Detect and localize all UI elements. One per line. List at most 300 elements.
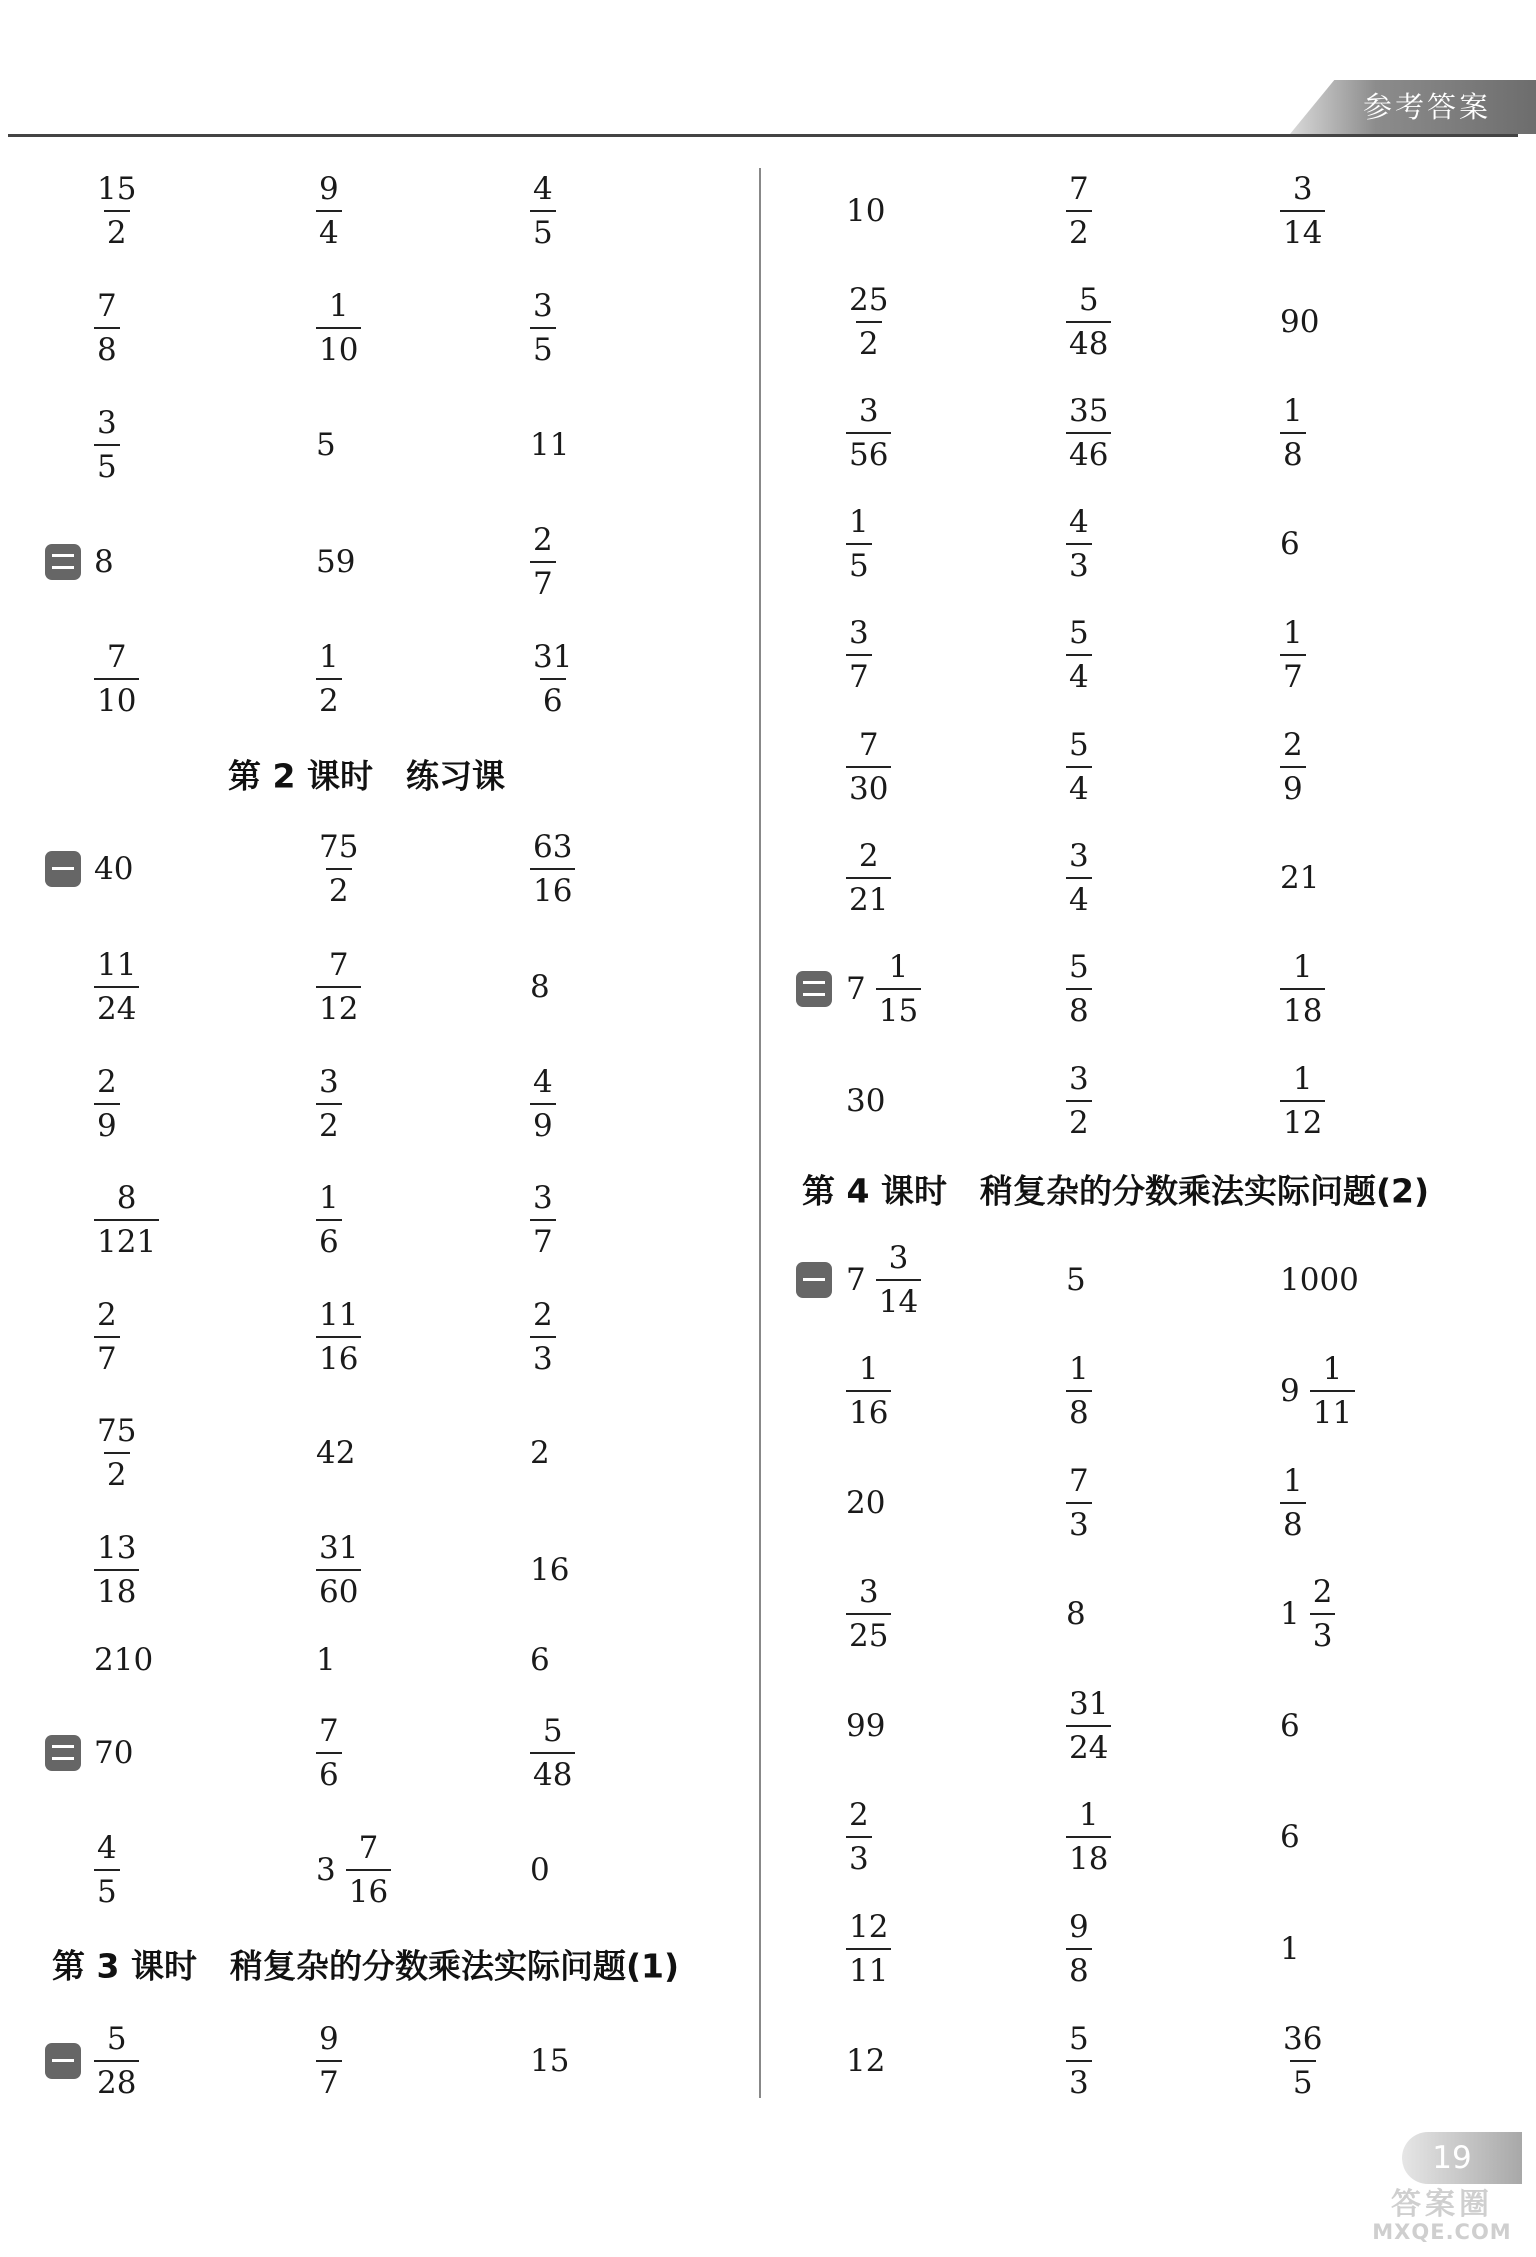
fraction xyxy=(1066,394,1111,472)
answer-cell xyxy=(94,2006,139,2116)
fraction xyxy=(94,1181,159,1259)
denominator: 8 xyxy=(1280,432,1306,472)
numerator: 1 xyxy=(888,948,909,985)
numerator: 7 xyxy=(97,287,117,324)
fraction xyxy=(316,1065,342,1143)
fraction xyxy=(316,172,342,250)
numerator: 5 xyxy=(1069,614,1089,651)
answer-cell xyxy=(316,273,361,383)
fraction xyxy=(1066,1798,1111,1876)
numerator: 3 xyxy=(533,1179,553,1216)
answer-cell xyxy=(1066,934,1092,1044)
answer-cell: 20 xyxy=(846,1485,886,1521)
numerator: 7 xyxy=(1069,1462,1089,1499)
answer-cell xyxy=(1280,378,1306,488)
numerator: 4 xyxy=(533,170,553,207)
answer-cell xyxy=(846,1782,872,1892)
denominator: 24 xyxy=(94,986,139,1026)
numerator: 3 xyxy=(858,1573,879,1610)
answer-cell: 11 xyxy=(530,427,570,463)
numerator: 7 xyxy=(358,1829,379,1866)
denominator: 5 xyxy=(530,327,556,367)
answer-cell xyxy=(316,1815,391,1925)
badge-stroke xyxy=(803,993,825,996)
numerator: 2 xyxy=(97,1296,117,1333)
answer-cell xyxy=(1280,156,1325,266)
denominator: 5 xyxy=(530,210,556,250)
denominator: 7 xyxy=(1280,654,1306,694)
fraction xyxy=(1280,394,1306,472)
fraction xyxy=(94,1831,120,1909)
answer-cell xyxy=(530,1698,575,1808)
fraction xyxy=(1066,1062,1092,1140)
answer-cell xyxy=(1066,156,1092,266)
numerator: 3 xyxy=(319,1063,339,1100)
answer-cell xyxy=(316,814,361,924)
fraction xyxy=(94,406,120,484)
fraction xyxy=(1280,172,1325,250)
answer-cell xyxy=(846,1336,891,1446)
column-divider xyxy=(759,168,761,2098)
denominator: 12 xyxy=(316,986,361,1026)
denominator: 8 xyxy=(1280,1502,1306,1542)
fraction xyxy=(530,172,556,250)
numerator: 2 xyxy=(533,1296,553,1333)
answer-cell: 21 xyxy=(1280,860,1320,896)
fraction xyxy=(1066,1910,1092,1988)
numerator: 25 xyxy=(849,281,889,318)
answer-cell xyxy=(1280,600,1306,710)
fraction xyxy=(94,1414,139,1492)
fraction xyxy=(1310,1575,1336,1653)
denominator: 2 xyxy=(316,1103,342,1143)
numerator: 4 xyxy=(1069,503,1089,540)
answer-cell xyxy=(530,156,556,266)
denominator: 16 xyxy=(530,868,575,908)
denominator: 16 xyxy=(846,1390,891,1430)
answer-cell xyxy=(316,624,342,734)
denominator: 4 xyxy=(316,210,342,250)
answer-cell xyxy=(94,1815,120,1925)
fraction xyxy=(1066,283,1111,361)
answer-cell xyxy=(530,273,556,383)
denominator: 8 xyxy=(1066,1948,1092,1988)
whole-part: 7 xyxy=(846,971,866,1007)
denominator: 28 xyxy=(94,2060,139,2100)
denominator: 3 xyxy=(1066,1502,1092,1542)
denominator: 4 xyxy=(1066,877,1092,917)
fraction xyxy=(1280,728,1306,806)
numerator: 5 xyxy=(106,2020,127,2057)
answer-cell: 5 xyxy=(1066,1262,1086,1298)
fraction xyxy=(846,394,891,472)
whole-part: 3 xyxy=(316,1852,336,1888)
answer-cell: 6 xyxy=(530,1642,550,1678)
answer-cell xyxy=(530,624,575,734)
fraction xyxy=(1066,616,1092,694)
fraction xyxy=(1066,172,1092,250)
fraction xyxy=(316,289,361,367)
fraction xyxy=(1280,950,1325,1028)
numerator: 3 xyxy=(533,287,553,324)
answer-cell xyxy=(846,489,872,599)
denominator: 2 xyxy=(1066,210,1092,250)
numerator: 4 xyxy=(97,1829,117,1866)
answer-cell xyxy=(1066,712,1092,822)
fraction xyxy=(346,1831,391,1909)
numerator: 63 xyxy=(533,828,573,865)
numerator: 1 xyxy=(849,503,869,540)
answer-cell xyxy=(1066,1671,1111,1781)
fraction xyxy=(316,2022,342,2100)
fraction xyxy=(876,950,921,1028)
numerator: 3 xyxy=(1069,837,1089,874)
numerator: 3 xyxy=(849,614,869,651)
lesson-4-heading: 第 4 课时 稍复杂的分数乘法实际问题(2) xyxy=(802,1171,1430,1211)
denominator: 4 xyxy=(1066,654,1092,694)
fraction xyxy=(94,2022,139,2100)
answer-cell: 30 xyxy=(846,1083,886,1119)
denominator: 7 xyxy=(846,654,872,694)
answer-cell xyxy=(94,1398,139,1508)
numerator: 2 xyxy=(849,1796,869,1833)
numerator: 75 xyxy=(319,828,359,865)
answer-cell xyxy=(1066,378,1111,488)
fraction xyxy=(316,1714,342,1792)
denominator: 6 xyxy=(316,1752,342,1792)
numerator: 31 xyxy=(1069,1685,1109,1722)
numerator: 1 xyxy=(858,1350,879,1387)
numerator: 2 xyxy=(1283,726,1303,763)
answer-cell xyxy=(1280,934,1325,1044)
fraction xyxy=(94,172,139,250)
denominator: 46 xyxy=(1066,432,1111,472)
numerator: 13 xyxy=(97,1529,137,1566)
badge-stroke xyxy=(52,554,74,557)
denominator: 60 xyxy=(316,1569,361,1609)
answer-cell: 8 xyxy=(94,544,114,580)
numerator: 3 xyxy=(1292,170,1313,207)
fraction xyxy=(316,1298,361,1376)
badge-stroke xyxy=(803,1278,825,1281)
section-badge-two xyxy=(45,1735,81,1771)
denominator: 2 xyxy=(104,1452,130,1492)
section-badge-one xyxy=(45,2043,81,2079)
denominator: 2 xyxy=(856,321,882,361)
denominator: 8 xyxy=(1066,988,1092,1028)
numerator: 5 xyxy=(542,1712,563,1749)
answer-cell xyxy=(530,1049,556,1159)
answer-cell: 15 xyxy=(530,2043,570,2079)
denominator: 3 xyxy=(846,1836,872,1876)
denominator: 7 xyxy=(316,2060,342,2100)
numerator: 3 xyxy=(858,392,879,429)
numerator: 1 xyxy=(1078,1796,1099,1833)
numerator: 1 xyxy=(328,287,349,324)
numerator: 7 xyxy=(1069,170,1089,207)
answer-cell xyxy=(1280,1559,1335,1669)
numerator: 2 xyxy=(1312,1573,1333,1610)
answer-cell xyxy=(846,712,891,822)
denominator: 5 xyxy=(1290,2060,1316,2100)
answer-cell xyxy=(1280,1336,1355,1446)
fraction xyxy=(530,523,556,601)
denominator: 5 xyxy=(846,543,872,583)
denominator: 14 xyxy=(876,1279,921,1319)
answer-cell: 59 xyxy=(316,544,356,580)
denominator: 16 xyxy=(346,1869,391,1909)
answer-cell xyxy=(94,156,139,266)
fraction xyxy=(94,640,139,718)
badge-stroke xyxy=(52,566,74,569)
denominator: 2 xyxy=(1066,1100,1092,1140)
numerator: 1 xyxy=(1283,614,1303,651)
answer-cell xyxy=(316,1282,361,1392)
numerator: 5 xyxy=(1069,726,1089,763)
answer-cell: 1000 xyxy=(1280,1262,1359,1298)
denominator: 3 xyxy=(530,1336,556,1376)
fraction xyxy=(1066,505,1092,583)
fraction xyxy=(316,1181,342,1259)
answer-cell xyxy=(1280,1046,1325,1156)
fraction xyxy=(94,1065,120,1143)
answer-cell xyxy=(316,1698,342,1808)
fraction xyxy=(846,839,891,917)
denominator: 6 xyxy=(316,1219,342,1259)
section-badge-one xyxy=(796,1262,832,1298)
answer-cell xyxy=(1066,1448,1092,1558)
fraction xyxy=(94,948,139,1026)
denominator: 7 xyxy=(530,561,556,601)
numerator: 1 xyxy=(1283,1462,1303,1499)
answer-cell: 12 xyxy=(846,2043,886,2079)
denominator: 10 xyxy=(316,327,361,367)
whole-part: 7 xyxy=(846,1262,866,1298)
fraction xyxy=(1066,1352,1092,1430)
lesson-2-heading: 第 2 课时 练习课 xyxy=(228,756,505,796)
denominator: 8 xyxy=(94,327,120,367)
whole-part: 1 xyxy=(1280,1596,1300,1632)
section-label: 参考答案 xyxy=(1362,90,1491,124)
denominator: 18 xyxy=(1280,988,1325,1028)
answer-cell: 40 xyxy=(94,851,134,887)
answer-cell xyxy=(316,2006,342,2116)
answer-cell: 8 xyxy=(1066,1596,1086,1632)
fraction xyxy=(846,728,891,806)
answer-cell xyxy=(846,934,921,1044)
answer-cell xyxy=(530,507,556,617)
watermark xyxy=(1352,2187,1532,2250)
denominator: 9 xyxy=(94,1103,120,1143)
answer-cell xyxy=(530,1282,556,1392)
numerator: 36 xyxy=(1283,2020,1323,2057)
answer-cell: 10 xyxy=(846,193,886,229)
answer-cell: 90 xyxy=(1280,304,1320,340)
lesson-3-heading: 第 3 课时 稍复杂的分数乘法实际问题(1) xyxy=(52,1946,680,1986)
answer-cell xyxy=(94,1049,120,1159)
answer-cell xyxy=(1280,712,1306,822)
fraction xyxy=(316,948,361,1026)
fraction xyxy=(316,640,342,718)
numerator: 3 xyxy=(888,1239,909,1276)
denominator: 15 xyxy=(876,988,921,1028)
numerator: 35 xyxy=(1069,392,1109,429)
denominator: 7 xyxy=(94,1336,120,1376)
fraction xyxy=(94,1531,139,1609)
answer-cell xyxy=(94,1282,120,1392)
answer-cell xyxy=(1066,1782,1111,1892)
numerator: 31 xyxy=(533,638,573,675)
answer-cell: 6 xyxy=(1280,526,1300,562)
numerator: 7 xyxy=(328,946,349,983)
page-number: 19 xyxy=(1432,2140,1472,2176)
fraction xyxy=(846,1910,891,1988)
answer-cell xyxy=(1066,600,1092,710)
numerator: 4 xyxy=(533,1063,553,1100)
numerator: 5 xyxy=(1069,948,1089,985)
numerator: 5 xyxy=(1069,2020,1089,2057)
fraction xyxy=(846,283,891,361)
badge-stroke xyxy=(803,981,825,984)
numerator: 12 xyxy=(849,1908,889,1945)
numerator: 3 xyxy=(1069,1060,1089,1097)
fraction xyxy=(316,1531,361,1609)
denominator: 5 xyxy=(94,1869,120,1909)
fraction xyxy=(1310,1352,1355,1430)
denominator: 18 xyxy=(1066,1836,1111,1876)
answer-cell xyxy=(1066,1046,1092,1156)
answer-cell xyxy=(1066,823,1092,933)
answer-cell xyxy=(94,1165,159,1275)
header-rule xyxy=(8,134,1518,137)
answer-cell: 70 xyxy=(94,1735,134,1771)
numerator: 2 xyxy=(97,1063,117,1100)
answer-cell xyxy=(846,600,872,710)
numerator: 31 xyxy=(319,1529,359,1566)
answer-cell xyxy=(94,624,139,734)
answer-cell xyxy=(1066,1336,1092,1446)
answer-cell xyxy=(846,1559,891,1669)
denominator: 12 xyxy=(1280,1100,1325,1140)
answer-cell xyxy=(316,156,342,266)
section-badge-two xyxy=(45,544,81,580)
answer-cell: 8 xyxy=(530,969,550,1005)
fraction xyxy=(846,1352,891,1430)
denominator: 2 xyxy=(326,868,352,908)
fraction xyxy=(530,1298,556,1376)
denominator: 3 xyxy=(1310,1613,1336,1653)
watermark-logo-text: 答案圈 xyxy=(1391,2187,1493,2222)
fraction xyxy=(530,1714,575,1792)
denominator: 3 xyxy=(1066,543,1092,583)
answer-cell xyxy=(530,1165,556,1275)
numerator: 1 xyxy=(1069,1350,1089,1387)
fraction xyxy=(94,289,120,367)
fraction xyxy=(530,1181,556,1259)
answer-cell: 0 xyxy=(530,1852,550,1888)
whole-part: 9 xyxy=(1280,1373,1300,1409)
answer-cell: 2 xyxy=(530,1435,550,1471)
answer-cell xyxy=(846,1225,921,1335)
fraction xyxy=(316,830,361,908)
numerator: 3 xyxy=(97,404,117,441)
denominator: 56 xyxy=(846,432,891,472)
fraction xyxy=(1066,728,1092,806)
denominator: 48 xyxy=(1066,321,1111,361)
badge-stroke xyxy=(52,1757,74,1760)
numerator: 7 xyxy=(319,1712,339,1749)
denominator: 3 xyxy=(1066,2060,1092,2100)
answer-cell xyxy=(316,1165,342,1275)
answer-cell xyxy=(1066,2006,1092,2116)
fraction xyxy=(1280,1464,1306,1542)
numerator: 2 xyxy=(533,521,553,558)
fraction xyxy=(1066,950,1092,1028)
answer-cell xyxy=(1066,267,1111,377)
section-badge-two xyxy=(796,971,832,1007)
numerator: 9 xyxy=(319,170,339,207)
denominator: 2 xyxy=(104,210,130,250)
answer-cell xyxy=(530,814,575,924)
denominator: 14 xyxy=(1280,210,1325,250)
numerator: 7 xyxy=(106,638,127,675)
answer-cell xyxy=(1066,489,1092,599)
answer-cell: 99 xyxy=(846,1708,886,1744)
denominator: 11 xyxy=(846,1948,891,1988)
fraction xyxy=(846,616,872,694)
fraction xyxy=(846,1798,872,1876)
fraction xyxy=(1280,1062,1325,1140)
denominator: 21 xyxy=(846,877,891,917)
numerator: 1 xyxy=(1292,948,1313,985)
watermark-url: MXQE.COM xyxy=(1372,2220,1512,2244)
answer-cell xyxy=(1280,2006,1325,2116)
fraction xyxy=(1066,2022,1092,2100)
numerator: 1 xyxy=(319,638,339,675)
numerator: 9 xyxy=(319,2020,339,2057)
numerator: 7 xyxy=(858,726,879,763)
numerator: 1 xyxy=(1322,1350,1343,1387)
fraction xyxy=(1066,1687,1111,1765)
denominator: 4 xyxy=(1066,766,1092,806)
answer-cell xyxy=(316,1049,342,1159)
answer-cell: 42 xyxy=(316,1435,356,1471)
answer-cell xyxy=(94,932,139,1042)
denominator: 48 xyxy=(530,1752,575,1792)
numerator: 9 xyxy=(1069,1908,1089,1945)
answer-cell xyxy=(1066,1894,1092,2004)
answer-cell xyxy=(316,932,361,1042)
fraction xyxy=(876,1241,921,1319)
answer-cell: 5 xyxy=(316,427,336,463)
fraction xyxy=(846,1575,891,1653)
denominator: 11 xyxy=(1310,1390,1355,1430)
denominator: 25 xyxy=(846,1613,891,1653)
answer-cell: 16 xyxy=(530,1552,570,1588)
fraction xyxy=(1066,839,1092,917)
denominator: 2 xyxy=(316,678,342,718)
denominator: 9 xyxy=(1280,766,1306,806)
denominator: 7 xyxy=(530,1219,556,1259)
numerator: 1 xyxy=(1292,1060,1313,1097)
answer-cell xyxy=(846,1894,891,2004)
numerator: 1 xyxy=(1283,392,1303,429)
denominator: 9 xyxy=(530,1103,556,1143)
numerator: 2 xyxy=(858,837,879,874)
answer-cell xyxy=(846,378,891,488)
denominator: 5 xyxy=(94,444,120,484)
answer-cell xyxy=(1280,1448,1306,1558)
